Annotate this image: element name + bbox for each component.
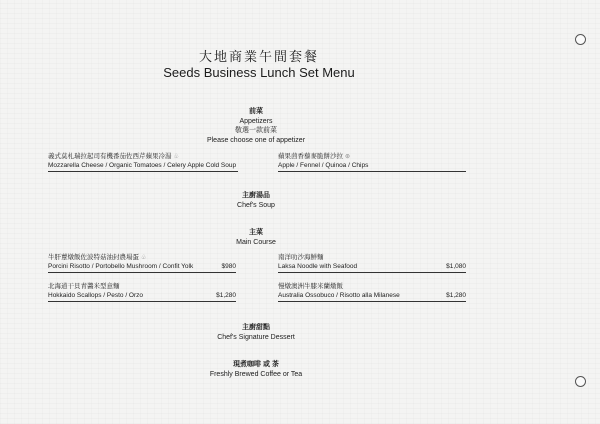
main-item-1 [48, 254, 236, 273]
main-item-2-zh: 南洋叻沙海鮮麵 [278, 254, 324, 261]
main-item-2-en: Laksa Noodle with Seafood [278, 262, 358, 270]
soup-title-zh: 主廚湯品 [242, 192, 270, 199]
appetizers-header [156, 107, 356, 145]
leaf-icon: ♧ [141, 255, 147, 261]
main-item-3 [48, 283, 236, 302]
main-item-2-price: $1,080 [446, 262, 466, 270]
dessert-title-zh: 主廚甜點 [242, 324, 270, 331]
binder-hole-bottom [575, 376, 586, 387]
menu-title-zh: 大地商業午間套餐 [198, 49, 319, 64]
appetizers-title-zh: 前菜 [249, 108, 263, 115]
binder-hole-top [575, 34, 586, 45]
drink-title-en: Freshly Brewed Coffee or Tea [209, 370, 303, 378]
main-item-4 [278, 283, 466, 302]
soup-section [156, 191, 356, 210]
main-title-en: Main Course [236, 238, 276, 246]
main-item-3-en: Hokkaido Scallops / Pesto / Orzo [48, 291, 144, 299]
appetizer-item-1 [48, 153, 238, 172]
appetizer-item-2 [278, 153, 466, 172]
leaf-icon: ⊛ [345, 154, 351, 160]
drink-section [156, 360, 356, 379]
dessert-title-en: Chef's Signature Dessert [217, 333, 295, 341]
appetizer-item-1-en: Mozzarella Cheese / Organic Tomatoes / Celery Apple Cold Soup [48, 162, 238, 173]
main-item-1-en: Porcini Risotto / Portobello Mushroom / Confit Yolk [48, 262, 194, 270]
dessert-section [156, 323, 356, 342]
leaf-icon: ♧ [173, 154, 179, 160]
drink-title-zh: 現煮咖啡 或 茶 [233, 361, 279, 368]
appetizers-title-en: Appetizers [239, 117, 273, 125]
main-item-4-en: Australia Ossobuco / Risotto alla Milanese [278, 291, 400, 299]
appetizer-item-1-zh: 義式莫札瑞拉起司有機番茄佐西芹蘋果冷湯 [48, 153, 172, 160]
appetizer-item-2-en: Apple / Fennel / Quinoa / Chips [278, 162, 466, 173]
main-item-3-price: $1,280 [216, 291, 236, 299]
appetizers-note-zh: 敬選一款前菜 [235, 127, 277, 134]
main-item-4-zh: 慢燉澳洲牛膝米蘭燉飯 [278, 283, 343, 290]
menu-title-en: Seeds Business Lunch Set Menu [163, 65, 355, 80]
main-item-2 [278, 254, 466, 273]
main-item-1-price: $980 [221, 262, 236, 270]
appetizers-note-en: Please choose one of appetizer [206, 136, 306, 144]
main-course-header [156, 228, 356, 247]
main-title-zh: 主菜 [249, 229, 263, 236]
main-item-3-zh: 北海道干貝青醬米型意麵 [48, 283, 120, 290]
main-item-1-zh: 牛肝蕈燉飯佐波特菇油封農場蛋 [48, 254, 139, 261]
main-item-4-price: $1,280 [446, 291, 466, 299]
soup-title-en: Chef's Soup [237, 201, 275, 209]
appetizer-item-2-zh: 蘋果茴香藜麥脆餅沙拉 [278, 153, 343, 160]
